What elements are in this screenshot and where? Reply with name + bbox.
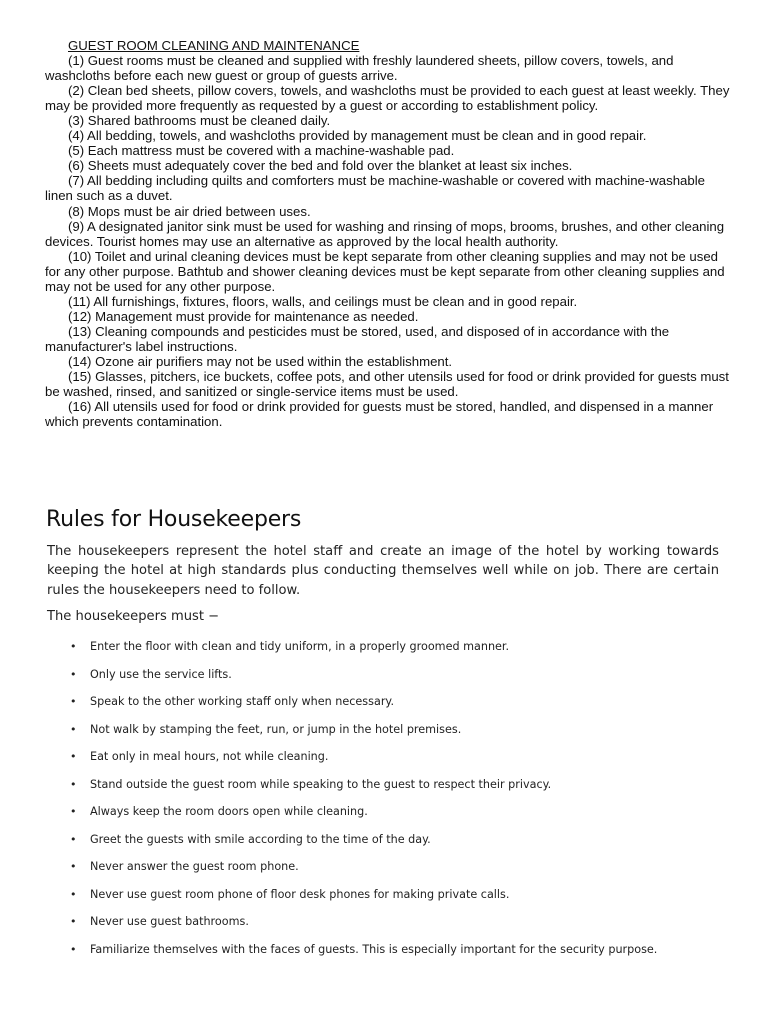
list-item bbox=[70, 692, 720, 720]
bullet-icon: • bbox=[70, 695, 77, 708]
list-item bbox=[70, 830, 720, 858]
bullet-icon: • bbox=[70, 722, 77, 736]
rule-paragraph: (2) Clean bed sheets, pillow covers, towels, and washcloths must be provided to each guest at least weekly. They may be provided more frequently as requested by a guest or according to establishment policy. bbox=[45, 83, 730, 114]
rule-paragraph: (5) Each mattress must be covered with a machine-washable pad. bbox=[68, 143, 455, 159]
list-item bbox=[70, 747, 720, 775]
bullet-icon: • bbox=[70, 887, 77, 901]
section-heading: GUEST ROOM CLEANING AND MAINTENANCE bbox=[68, 38, 360, 53]
list-item bbox=[70, 802, 720, 830]
rule-paragraph: (9) A designated janitor sink must be used for washing and rinsing of mops, brooms, brushes, and other cleaning devices. Tourist homes may use an alternative as approved by the local health authority. bbox=[45, 218, 725, 249]
bullet-icon: • bbox=[70, 942, 77, 956]
rule-paragraph: (8) Mops must be air dried between uses. bbox=[68, 203, 311, 219]
list-item-text: Familiarize themselves with the faces of guests. This is especially important for the security purpose. bbox=[90, 942, 658, 956]
list-item bbox=[70, 720, 720, 748]
list-item-text: Speak to the other working staff only when necessary. bbox=[90, 695, 394, 708]
list-item bbox=[70, 637, 720, 665]
housekeeper-rules-list bbox=[70, 637, 720, 960]
list-item-text: Always keep the room doors open while cleaning. bbox=[90, 805, 368, 818]
rule-paragraph: (1) Guest rooms must be cleaned and supplied with freshly laundered sheets, pillow covers, towels, and washcloths before each new guest or group of guests arrive. bbox=[45, 53, 674, 84]
list-item-text: Eat only in meal hours, not while cleaning. bbox=[90, 750, 329, 763]
list-item-text: Not walk by stamping the feet, run, or jump in the hotel premises. bbox=[90, 722, 462, 736]
rule-paragraph: (10) Toilet and urinal cleaning devices must be kept separate from other cleaning supplies and may not be used for any other purpose. Bathtub and shower cleaning devices must be kept separate from other cleaning supplies and may not be used for any other purpose. bbox=[45, 248, 725, 294]
list-item-text: Never answer the guest room phone. bbox=[90, 860, 299, 873]
bullet-icon: • bbox=[70, 832, 77, 846]
list-item bbox=[70, 940, 720, 960]
list-item-text: Only use the service lifts. bbox=[90, 667, 232, 681]
list-item-text: Greet the guests with smile according to the time of the day. bbox=[90, 832, 431, 846]
bullet-icon: • bbox=[70, 750, 77, 763]
rule-paragraph: (11) All furnishings, fixtures, floors, walls, and ceilings must be clean and in good repair. bbox=[68, 293, 578, 309]
list-item bbox=[70, 912, 720, 940]
bullet-icon: • bbox=[70, 667, 77, 681]
rule-paragraph: (6) Sheets must adequately cover the bed and fold over the blanket at least six inches. bbox=[68, 158, 573, 174]
rule-paragraph: (14) Ozone air purifiers may not be used within the establishment. bbox=[68, 353, 453, 369]
guest-room-cleaning-section bbox=[45, 38, 735, 429]
bullet-icon: • bbox=[70, 640, 77, 653]
rule-paragraph: (12) Management must provide for maintenance as needed. bbox=[68, 308, 419, 324]
list-item-text: Never use guest room phone of floor desk phones for making private calls. bbox=[90, 887, 510, 901]
list-item-text: Stand outside the guest room while speaking to the guest to respect their privacy. bbox=[90, 777, 552, 791]
bullet-icon: • bbox=[70, 777, 77, 791]
rule-paragraph: (16) All utensils used for food or drink provided for guests must be stored, handled, and dispensed in a manner which prevents contamination. bbox=[45, 399, 714, 430]
rule-paragraph: (13) Cleaning compounds and pesticides must be stored, used, and disposed of in accordance with the manufacturer's label instructions. bbox=[45, 323, 670, 354]
list-item bbox=[70, 857, 720, 885]
lead-sentence: The housekeepers must − bbox=[47, 609, 220, 624]
bullet-icon: • bbox=[70, 915, 77, 928]
bullet-icon: • bbox=[70, 860, 77, 873]
rule-paragraph: (4) All bedding, towels, and washcloths provided by management must be clean and in good repair. bbox=[68, 128, 647, 144]
housekeeper-rules-title: Rules for Housekeepers bbox=[46, 507, 302, 532]
rule-paragraph: (7) All bedding including quilts and comforters must be machine-washable or covered with machine-washable linen such as a duvet. bbox=[45, 173, 705, 204]
list-item-text: Never use guest bathrooms. bbox=[90, 915, 249, 928]
rule-paragraph: (15) Glasses, pitchers, ice buckets, coffee pots, and other utensils used for food or drink provided for guests must be washed, rinsed, and sanitized or single-service items must be used. bbox=[45, 369, 729, 400]
bullet-icon: • bbox=[70, 805, 77, 818]
list-item bbox=[70, 885, 720, 913]
intro-paragraph: The housekeepers represent the hotel staff and create an image of the hotel by working towards keeping the hotel at high standards plus conducting themselves well while on job. There are certain rules the housekeepers need to follow. bbox=[47, 544, 719, 598]
list-item bbox=[70, 775, 720, 803]
list-item-text: Enter the floor with clean and tidy uniform, in a properly groomed manner. bbox=[90, 640, 510, 653]
rule-paragraph: (3) Shared bathrooms must be cleaned daily. bbox=[68, 113, 331, 129]
list-item bbox=[70, 665, 720, 693]
